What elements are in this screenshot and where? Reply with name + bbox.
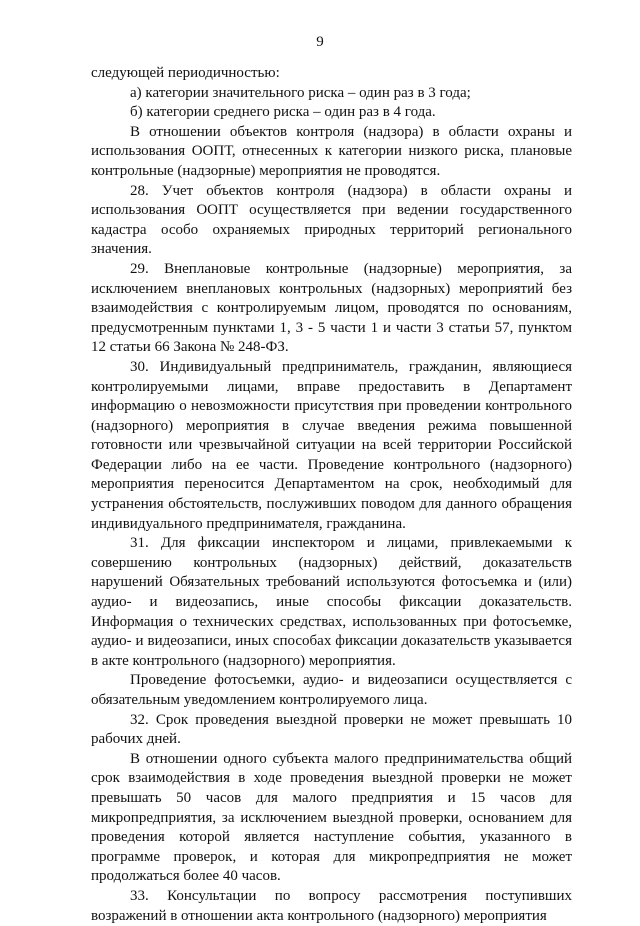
document-body: [91, 64, 572, 926]
paragraph: а) категории значительного риска – один раз в 3 года;: [130, 84, 471, 101]
paragraph: В отношении одного субъекта малого предпринимательства общий срок взаимодействия в ходе проведения выездной проверки не может превышать 50 часов для малого предприятия и 15 часов для микропредприятия, за исключением выездной проверки, основанием для проведения которой является наступление события, указанного в программе проверок, и которая для микропредприятия не может продолжаться более 40 часов.: [91, 750, 572, 885]
paragraph: 32. Срок проведения выездной проверки не может превышать 10 рабочих дней.: [91, 711, 572, 748]
paragraph: 29. Внеплановые контрольные (надзорные) мероприятия, за исключением внеплановых контрольных (надзорных) мероприятий без взаимодействия с контролируемым лицом, проводятся по основаниям, предусмотренным пунктами 1, 3 - 5 части 1 и части 3 статьи 57, пунктом 12 статьи 66 Закона № 248-ФЗ.: [91, 260, 572, 356]
paragraph: В отношении объектов контроля (надзора) в области охраны и использования ООПТ, отнесенных к категории низкого риска, плановые контрольные (надзорные) мероприятия не проводятся.: [91, 123, 572, 179]
paragraph: 31. Для фиксации инспектором и лицами, привлекаемыми к совершению контрольных (надзорных) действий, доказательств нарушений Обязательных требований используются фотосъемка и (или) аудио- и видеозапись, иные способы фиксации доказательств. Информация о технических средствах, использованных при фотосъемке, аудио- и видеозаписи, иных способах фиксации доказательств указывается в акте контрольного (надзорного) мероприятия.: [91, 535, 572, 669]
page-number: 9: [316, 34, 324, 50]
paragraph: следующей периодичностью:: [91, 65, 280, 81]
paragraph: Проведение фотосъемки, аудио- и видеозаписи осуществляется с обязательным уведомлением контролируемого лица.: [91, 672, 572, 708]
paragraph: 28. Учет объектов контроля (надзора) в области охраны и использования ООПТ осуществляется при ведении государственного кадастра особо охраняемых природных территорий регионального значения.: [91, 182, 572, 258]
paragraph: б) категории среднего риска – один раз в 4 года.: [130, 104, 436, 121]
paragraph: 33. Консультации по вопросу рассмотрения поступивших возражений в отношении акта контрольного (надзорного) мероприятия: [91, 887, 572, 924]
paragraph: 30. Индивидуальный предприниматель, гражданин, являющиеся контролируемыми лицами, вправе предоставить в Департамент информацию о невозможности присутствия при проведении контрольного (надзорного) мероприятия в случае введения режима повышенной готовности или чрезвычайной ситуации на всей территории Российской Федерации либо на ее части. Проведение контрольного (надзорного) мероприятия переносится Департаментом на срок, необходимый для устранения обстоятельств, послуживших поводом для данного обращения индивидуального предпринимателя, гражданина.: [91, 358, 572, 532]
